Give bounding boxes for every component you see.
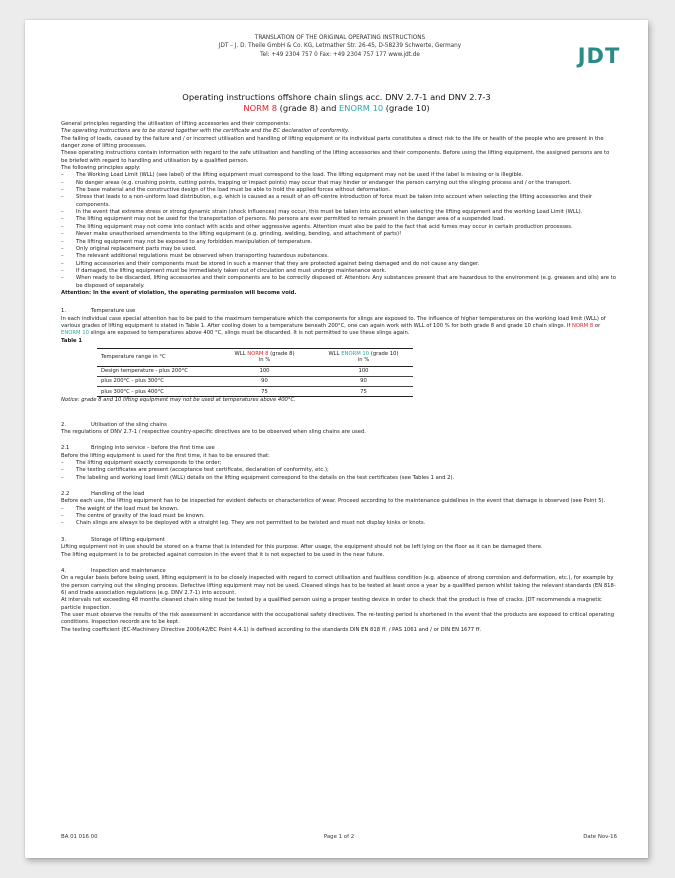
col-header-norm8: WLL NORM 8 (grade 8) in %	[215, 348, 314, 366]
section-bringing-into-service	[61, 445, 617, 482]
inspection-paragraph-3: The user must observe the results of the risk assessment in accordance with the occupational safety directives. The re-testing period is shortened in the event that the products are exposed to critical operating conditions. Inspection records are to be kept.	[61, 611, 615, 626]
list-item: – Stress that leads to a non-uniform load distribution, e.g. which is caused as a result of an off-centre introduction of force must be taken into account when selecting the lifting accessories and their components.	[61, 194, 617, 209]
list-item: – The base material and the constructive design of the load must be able to hold the applied forces without deformation.	[61, 187, 617, 194]
document-body	[61, 121, 617, 634]
service-paragraph: Before the lifting equipment is used for the first time, it has to be ensured that:	[61, 452, 270, 459]
cell-range: plus 300°C - plus 400°C	[97, 387, 215, 397]
document-title	[25, 92, 648, 113]
temperature-paragraph: In each individual case special attention has to be paid to the maximum temperature which the components for slings are exposed to. The influence of higher temperatures on the working load limit (WLL) of various grades of lifting equipment is stated in Table 1. After cooling down to a temperature beneath 200°C, one can again work with WLL of 100 % for both grade 8 and grade 10 chain slings. If NORM 8 or ENORM 10 slings are exposed to temperatures above 400 °C, slings must be discarded. It is not permitted to use these slings again.	[61, 315, 606, 337]
letterhead-translation-note: TRANSLATION OF THE ORIGINAL OPERATING INSTRUCTIONS	[254, 35, 426, 41]
document-page	[25, 20, 648, 858]
list-item: – Never make unauthorised amendments to the lifting equipment (e.g. grinding, welding, bending, and attachment of parts)!	[61, 231, 617, 238]
storage-notice: The operating instructions are to be stored together with the certificate and the EC declaration of conformity.	[61, 128, 350, 135]
temperature-table	[97, 348, 413, 397]
document-date: Date Nov-16	[583, 834, 617, 840]
inspection-paragraph-4: The testing coefficient (EC-Machinery Directive 2006/42/EC Point 4.4.1) is defined according to the standards DIN EN 818 ff. / PAS 1061 and / or DIN EN 1677 ff.	[61, 626, 482, 633]
enorm10-suffix: (grade 10)	[383, 102, 430, 113]
jdt-logo	[570, 42, 628, 68]
cell-range: plus 200°C - plus 300°C	[97, 376, 215, 386]
section-heading: 3. Storage of lifting equipment	[61, 536, 165, 543]
list-item: – Only original replacement parts may be used.	[61, 246, 617, 253]
cell-grade8: 90	[215, 376, 314, 386]
cell-grade10: 90	[314, 376, 413, 386]
intro-paragraph-2: These operating instructions contain information with regard to the safe utilisation and handling of the lifting accessories and their components. Before using the lifting equipment, the assigned persons are to be briefed with regard to handling and utilisation by a qualified person.	[61, 150, 610, 164]
principles-heading: General principles regarding the utilisation of lifting accessories and their components:	[61, 121, 291, 127]
title-grades	[25, 103, 648, 114]
table-notice: Notice: grade 8 and 10 lifting equipment may not be used at temperatures above 400°C.	[61, 397, 296, 404]
svg-text:JDT: JDT	[577, 44, 621, 68]
cell-range: Design temperature - plus 200°C	[97, 366, 215, 376]
list-item: – If damaged, the lifting equipment must be immediately taken out of circulation and must undergo maintenance work.	[61, 268, 617, 275]
list-item: – The weight of the load must be known.	[61, 506, 617, 513]
table-row	[97, 387, 413, 397]
section-heading: 1. Temperature use	[61, 308, 136, 315]
list-item: – The relevant additional regulations must be observed when transporting hazardous substances.	[61, 253, 617, 260]
norm8-label: NORM 8	[243, 102, 277, 113]
list-item: – Lifting accessories and their components must be stored in such a manner that they are protected against being damaged and do not cause any danger.	[61, 261, 617, 268]
list-item: – In the event that extreme stress or strong dynamic strain (shock influences) may occur, this must be taken into account when selecting the lifting equipment and the working Load Limit (WLL).	[61, 209, 617, 216]
inspection-paragraph-1: On a regular basis before being used, lifting equipment is to be closely inspected with regard to correct utilisation and faultless condition (e.g. absence of strong corrosion and deformation, etc.), for example by the person carrying out the slinging process. Defective lifting equipment may not be used. Cleaned slings has to be tested at least once a year by a qualified person whilst taking the relevant standards (EN 818-6) and trade association regulations (e.g. DNV 2.7-1) into account.	[61, 575, 616, 596]
list-item: – Chain slings are always to be deployed with a straight leg. They are not permitted to be twisted and must not display kinks or knots.	[61, 520, 617, 527]
table-row	[97, 366, 413, 376]
section-heading: 2.2 Handling of the load	[61, 491, 145, 498]
section-storage	[61, 537, 617, 559]
storage-paragraph-2: The lifting equipment is to be protected against corrosion in the event that it is not expected to be used in the near future.	[61, 551, 385, 558]
page-number: Page 1 of 2	[323, 834, 355, 840]
list-item: – The lifting equipment may not be used for the transportation of persons. No persons are ever permitted to remain present in the danger area of a suspended load.	[61, 216, 617, 223]
handling-list	[61, 506, 617, 528]
enorm10-label: ENORM 10	[339, 102, 384, 113]
section-heading: 2.1 Bringing into service – before the first time use	[61, 445, 215, 452]
letterhead-address: JDT – J. D. Theile GmbH & Co. KG, Letmather Str. 26-45, D-58239 Schwerte, Germany	[218, 43, 462, 50]
principles-list	[61, 172, 617, 290]
title-line: Operating instructions offshore chain slings acc. DNV 2.7-1 and DNV 2.7-3	[182, 92, 491, 102]
col-header-temperature: Temperature range in °C	[97, 348, 215, 366]
section-handling	[61, 491, 617, 528]
cell-grade8: 100	[215, 366, 314, 376]
section-heading: 2. Utilisation of the sling chains	[61, 421, 167, 428]
list-item: – No danger areas (e.g. crushing points, cutting points, trapping or impact points) may occur that may hinder or endanger the person carrying out the slinging process and / or the transport.	[61, 180, 617, 187]
service-checklist	[61, 460, 617, 482]
section-temperature	[61, 308, 617, 337]
list-item: – The centre of gravity of the load must be known.	[61, 513, 617, 520]
intro-paragraph-1: The failing of loads, caused by the failure and / or incorrect utilisation and handling of lifting equipment or its individual parts constitutes a direct risk to the life or health of the people who are present in the danger zone of lifting processes.	[61, 135, 604, 150]
list-item: – The lifting equipment may not be exposed to any forbidden manipulation of temperature.	[61, 239, 617, 246]
table-label: Table 1	[61, 337, 83, 344]
storage-paragraph-1: Lifting equipment not in use should be stored on a frame that is intended for this purpose. After usage, the equipment should not be left lying on the floor as it can be damaged there.	[61, 544, 543, 551]
col-header-enorm10: WLL ENORM 10 (grade 10) in %	[314, 348, 413, 366]
violation-warning: Attention: In the event of violation, the operating permission will become void.	[61, 289, 297, 296]
letterhead-contact: Tel: +49 2304 757 0 Fax: +49 2304 757 177 www.jdt.de	[260, 51, 420, 58]
cell-grade8: 75	[215, 387, 314, 397]
list-item: – The labeling and working load limit (WLL) details on the lifting equipment correspond to the details on the test certificates (see Tables 1 and 2).	[61, 475, 617, 482]
intro-paragraph-3: The following principles apply:	[61, 165, 141, 172]
cell-grade10: 100	[314, 366, 413, 376]
table-row	[97, 376, 413, 386]
list-item: – The lifting equipment exactly corresponds to the order;	[61, 460, 617, 467]
section-utilisation	[61, 422, 617, 437]
utilisation-paragraph: The regulations of DNV 2.7-1 / respective country-specific directives are to be observed when sling chains are used.	[61, 429, 366, 436]
cell-grade10: 75	[314, 387, 413, 397]
section-heading: 4. Inspection and maintenance	[61, 567, 166, 574]
table-header-row	[97, 348, 413, 366]
section-inspection	[61, 568, 617, 634]
handling-paragraph: Before each use, the lifting equipment has to be inspected for evident defects or characteristics of wear. Proceed according to the maintenance guidelines in the event that damage is observed (see Point 5).	[61, 498, 606, 505]
letterhead	[175, 34, 505, 59]
list-item: – The Working Load Limit (WLL) (see label) of the lifting equipment must correspond to the load. The lifting equipment may not be used if the label is missing or is illegible.	[61, 172, 617, 179]
list-item: – The testing certificates are present (acceptance test certificate, declaration of conformity, etc.);	[61, 467, 617, 474]
list-item: – When ready to be discarded, lifting accessories and their components are to be correctly disposed of. Attention: Any substances present that are hazardous to the environment (e.g. greases and oils) are to be disposed of separately.	[61, 275, 617, 290]
inspection-paragraph-2: At intervals not exceeding 48 months cleaned chain sling must be tested by a qualified person using a proper testing device in order to check that the product is free of cracks. JDT recommends a magnetic particle inspection.	[61, 597, 602, 611]
norm8-suffix: (grade 8) and	[276, 102, 340, 113]
document-number: BA 01 016 00	[61, 834, 98, 840]
list-item: – The lifting equipment may not come into contact with acids and other aggressive agents. Attention must also be paid to the fact that acid fumes may occur in certain production processes.	[61, 224, 617, 231]
